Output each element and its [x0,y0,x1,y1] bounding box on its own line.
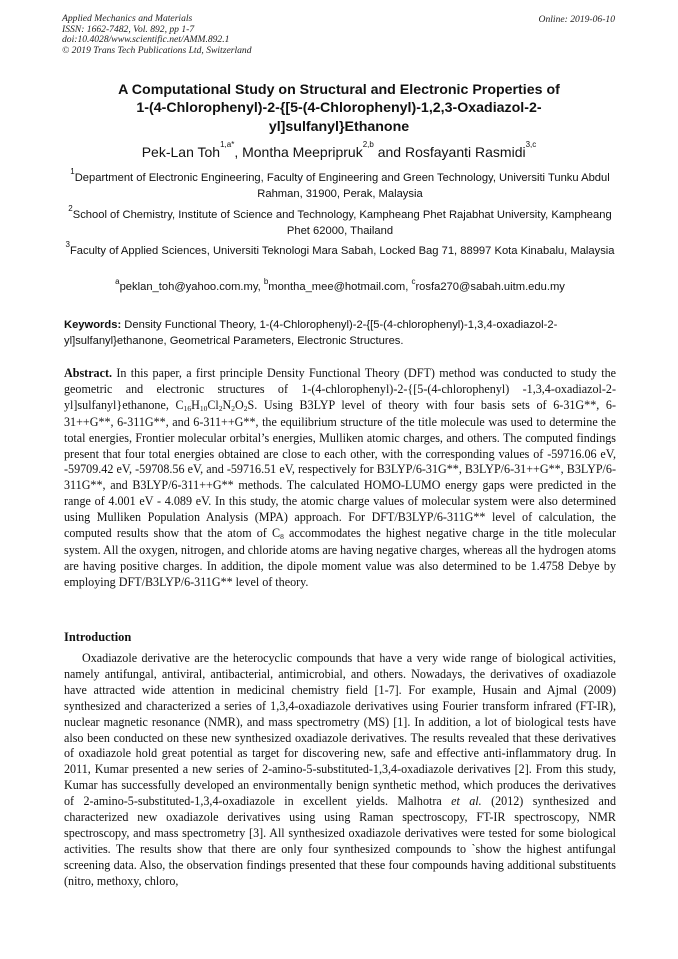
introduction-paragraph [64,651,616,890]
formula-element: N [222,397,232,412]
email-superscript: a [115,277,120,286]
author-superscript: 3,c [525,140,537,149]
author-separator: and [373,144,405,160]
email-superscript: b [263,277,269,286]
affiliation-superscript: 2 [68,204,73,213]
formula-element: O [235,397,244,412]
formula-element: S [247,397,255,412]
abstract [64,366,616,591]
online-date: Online: 2019-06-10 [538,14,615,25]
formula-subscript: 2 [243,403,248,413]
abstract-text: In this paper, a first principle Density Functional Theory (DFT) method was conducted to study the geometric and electronic structures of 1-(4-chlorophenyl)-2-{[5-(4-chlorophenyl) -1,3,4-oxadiazol-2-yl]sulfanyl}ethanone, C [64,366,616,412]
formula-subscript: 16 [183,403,192,413]
journal-name: Applied Mechanics and Materials [62,13,193,24]
affiliation-text: School of Chemistry, Institute of Science and Technology, Kampheang Phet Rajabhat University, Kampheang Phet 62000, Thailand [72,209,612,237]
author-separator: , [234,144,243,160]
paper-title [70,81,608,136]
issn: ISSN: 1662-7482, Vol. 892, pp 1-7 [62,23,195,35]
email-link[interactable]: montha_mee@hotmail.com, [268,281,412,293]
abstract-text: . Using B3LYP level of theory with four basis sets of 6-31G**, 6-31++G**, 6-311G**, and 6-311++G**, the equilibrium structure of the title molecule was used to determine the total energies, Frontier molecular orbital’s energies, Mulliken atomic charges, and others. The computed findings present that four total energies obtained are close to each other, with the corresponding values of -59716.06 eV, -59709.42 eV, -59708.56 eV, and -59716.51 eV, respectively for B3LYP/6-31G**, B3LYP/6-31++G**, B3LYP/6-311G**, and B3LYP/6-311++G** methods. The calculated HOMO-LUMO energy gaps were predicted in the range of 4.001 eV - 4.089 eV. In this study, the atomic charge values of molecular system were also determined using Mulliken Population Analysis (MPA) approach. For DFT/B3LYP/6-311G** level of calculation, the computed results show that the atom of C [64,397,616,541]
formula-element: H [191,397,200,412]
email-superscript: c [411,277,416,286]
affiliation-text: Faculty of Applied Sciences, Universiti Teknologi Mara Sabah, Locked Bag 71, 88997 Kota Kinabalu, Malaysia [69,245,615,257]
formula-element: Cl [207,397,219,412]
abstract-text: accommodates the highest negative charge in the title molecular system. All the oxygen, nitrogen, and chloride atoms are having negative charges, whereas all the hydrogen atoms are having positive charges. In addition, the dipole moment value was also determined to be 1.4758 Debye by employing DFT/B3LYP/6-311G** level of theory. [64,526,617,589]
abstract-label: Abstract. [64,366,113,380]
keywords-text: Density Functional Theory, 1-(4-Chlorophenyl)-2-{[5-(4-chlorophenyl)-1,3,4-oxadiazol-2-yl]sulfanyl}ethanone, Geometrical Parameters, Electronic Structures. [64,319,558,347]
affiliation-superscript: 3 [65,240,70,249]
affiliation-text: Department of Electronic Engineering, Faculty of Engineering and Green Technology, Universiti Tunku Abdul Rahman, 31900, Perak, Malaysia [74,172,610,200]
intro-text: Oxadiazole derivative are the heterocyclic compounds that have a very wide range of biological activities, namely antifungal, antiviral, antibacterial, antimicrobial, and others. Nowadays, the derivatives of oxadiazole have attracted wide attention in medicinal chemistry field [1-7]. For example, Husain and Ajmal (2009) synthesized and characterized a series of 1,3,4-oxadiazole derivatives using Fourier transform infrared (FT-IR), nuclear magnetic resonance (NMR), and mass spectrometry (MS) [1]. In addition, a lot of biological tests have also been conducted on these new synthesized oxadiazole derivatives. The results revealed that these derivatives of oxadiazole hold great potential as target for discovering new, safe and effective anti-inflammatory drug. In 2011, Kumar presented a new series of 2-amino-5-substituted-1,3,4-oxadiazole derivatives [2]. From this study, Kumar has successfully developed an environmentally benign synthetic method, which produces the derivatives of 2-amino-5-substituted-1,3,4-oxadiazole in excellent yields. Malhotra [64,651,616,809]
author-superscript: 2,b [362,140,374,149]
email-link[interactable]: peklan_toh@yahoo.com.my, [119,281,264,293]
atom-subscript: 8 [280,532,284,542]
email-link[interactable]: rosfa270@sabah.uitm.edu.my [415,281,565,293]
formula-subscript: 2 [231,403,236,413]
intro-text: (2012) synthesized and characterized new oxadiazole derivatives using using Raman spectroscopy, FT-IR spectroscopy, NMR spectroscopy, and mass spectrometry [3]. All synthesized oxadiazole derivatives were tested for some biological activities. The results show that there are only four synthesized compounds to `show the highest antifungal screening data. Also, the observation findings presented that these four compounds having additional substituents (nitro, methoxy, chloro, [64,794,616,888]
affiliation-superscript: 1 [70,167,75,176]
doi: doi:10.4028/www.scientific.net/AMM.892.1 [62,34,230,46]
formula-subscript: 2 [218,403,223,413]
affiliation-1 [64,167,616,202]
affiliation-2 [64,204,616,239]
intro-italic: et al. [451,794,482,809]
author-superscript: 1,a* [220,140,235,149]
copyright: © 2019 Trans Tech Publications Ltd, Switzerland [62,44,252,56]
journal-header [62,14,252,56]
author-name: Pek-Lan Toh [141,144,221,160]
affiliation-3 [64,240,616,259]
title-line: yl]sulfanyl}Ethanone [268,118,410,135]
keywords [64,317,616,349]
author-list [0,140,678,161]
section-heading: Introduction [64,630,132,644]
title-line: A Computational Study on Structural and Electronic Properties of [118,82,560,98]
author-name: Montha Meepripruk [242,144,363,160]
author-name: Rosfayanti Rasmidi [404,144,526,160]
formula-subscript: 10 [199,403,208,413]
author-emails [64,277,616,294]
title-line: 1-(4-Chlorophenyl)-2-{[5-(4-Chlorophenyl)-1,2,3-Oxadiazol-2- [136,100,542,117]
keywords-label: Keywords: [64,319,122,331]
